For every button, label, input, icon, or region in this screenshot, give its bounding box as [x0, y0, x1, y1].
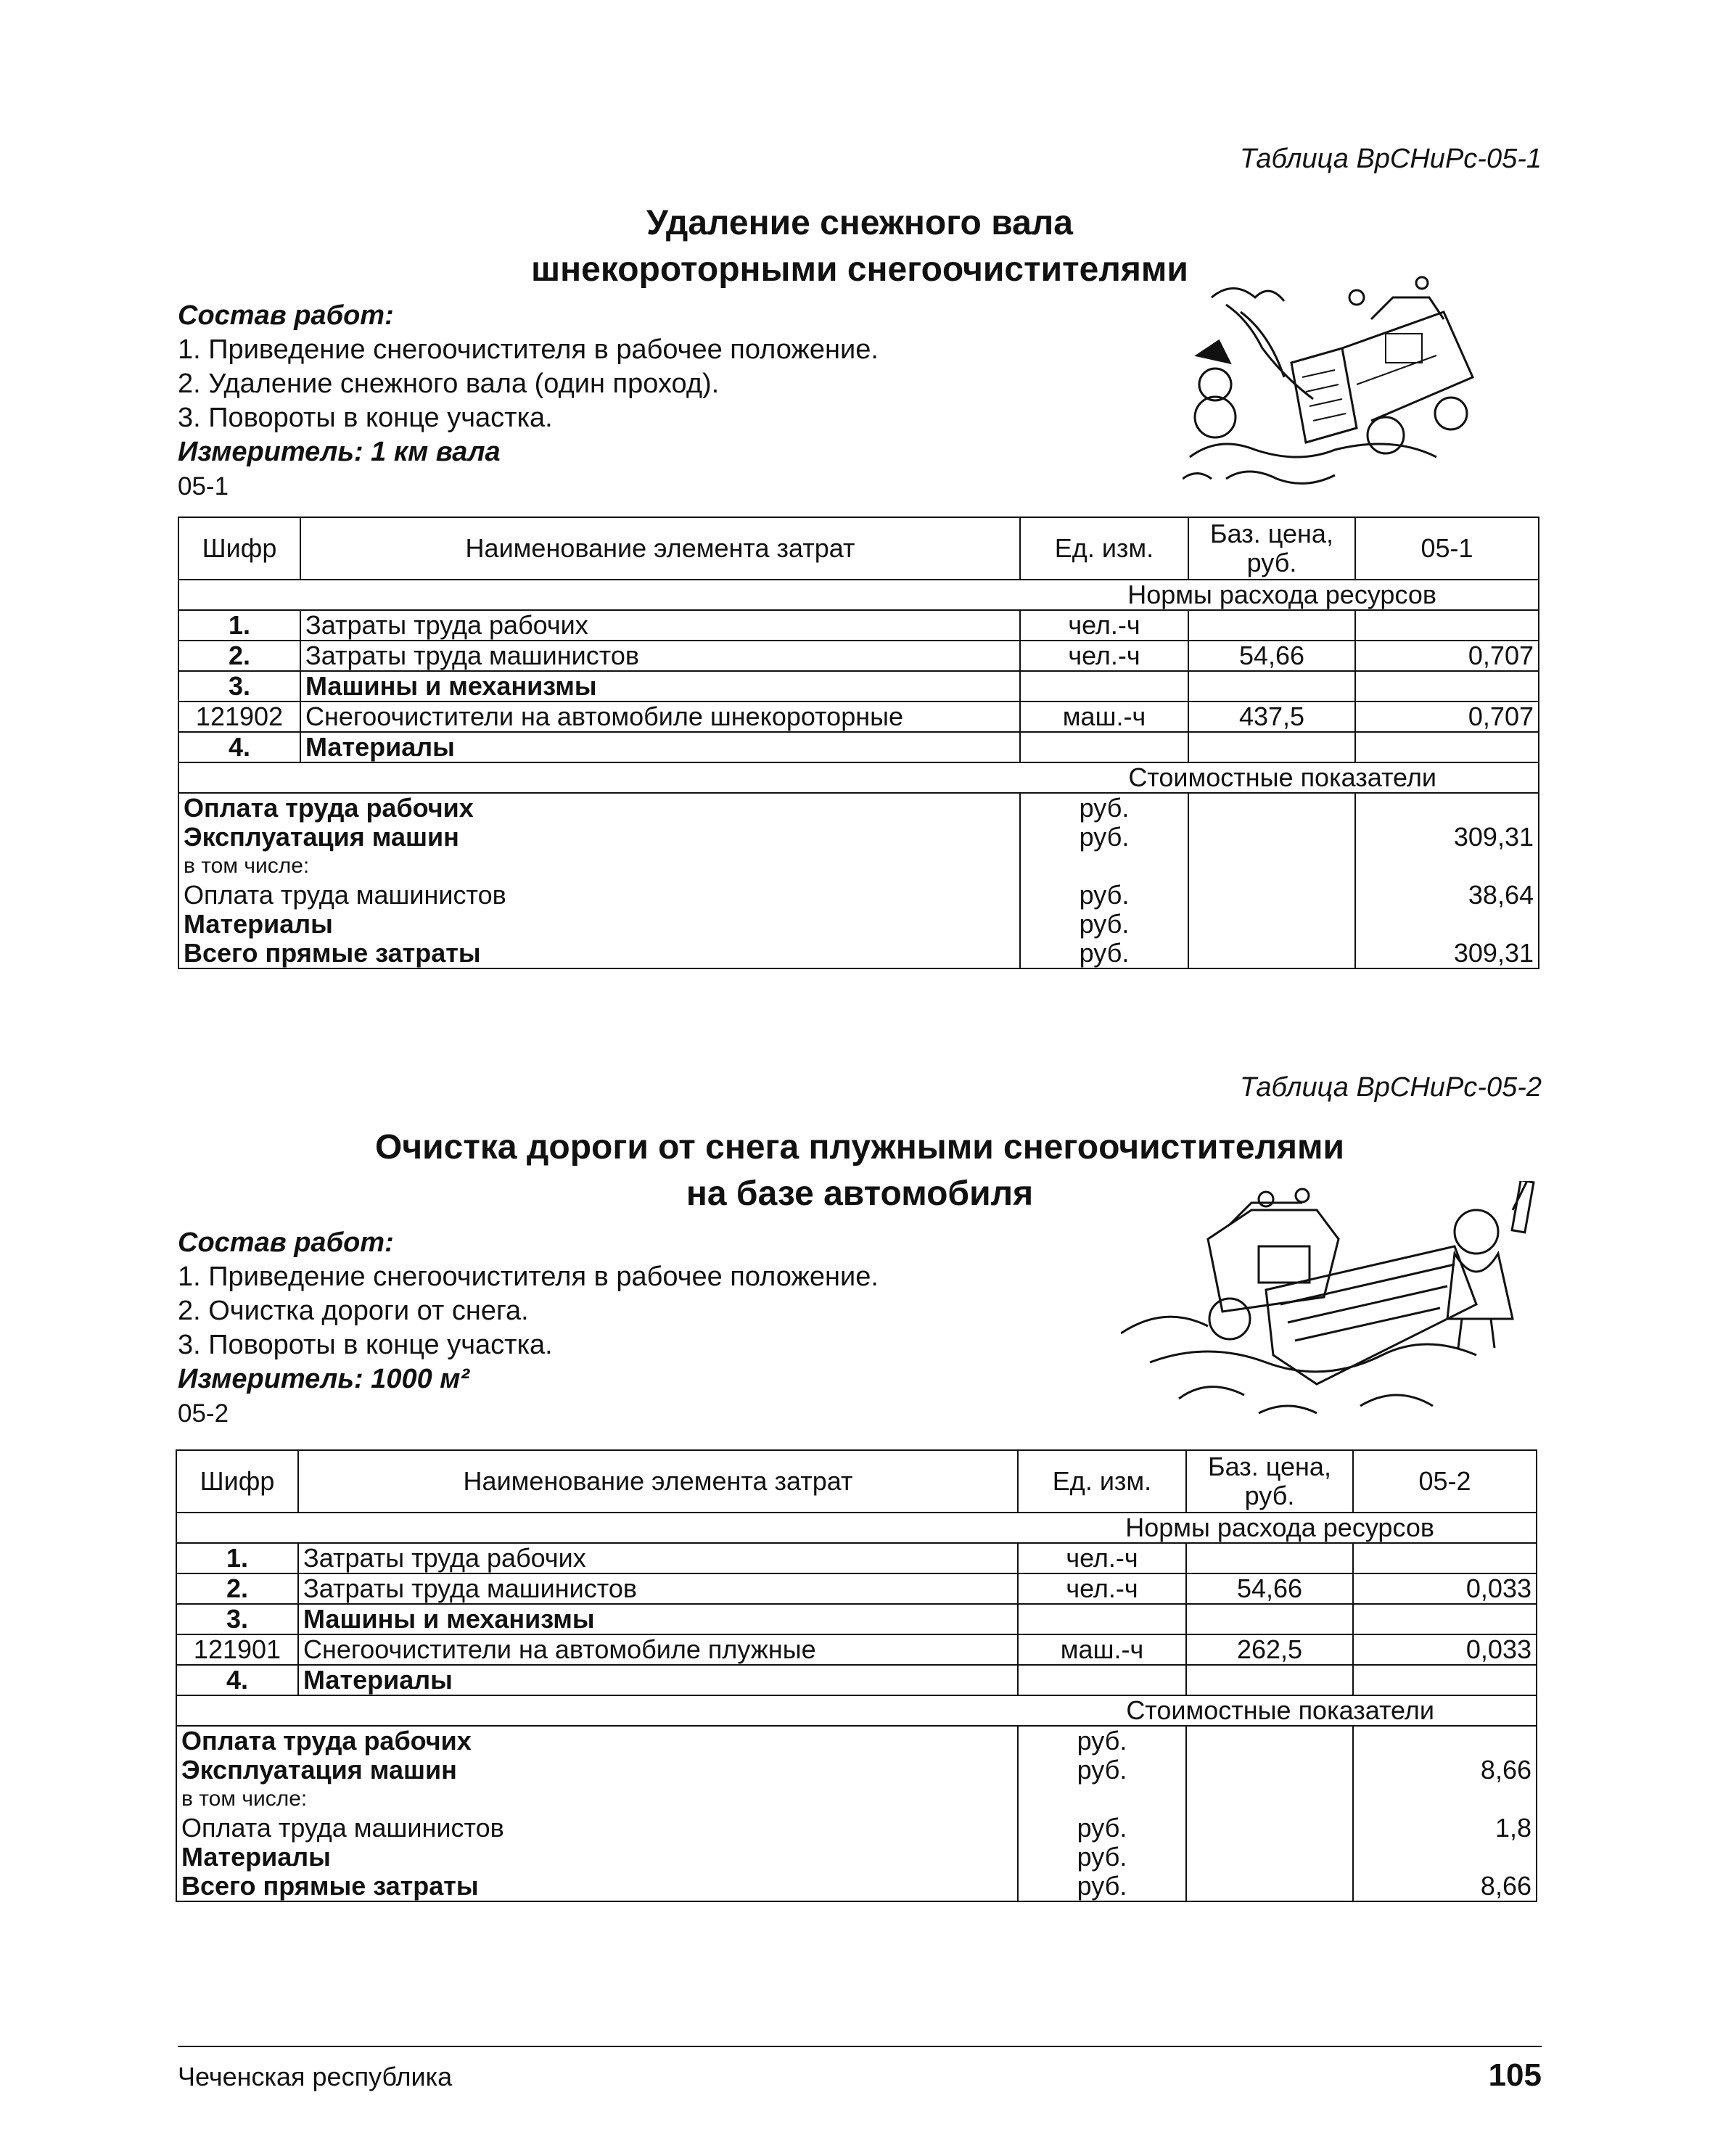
header-code: Шифр — [176, 1450, 298, 1513]
cost-value — [1353, 1726, 1537, 1756]
row-name: Затраты труда машинистов — [300, 641, 1020, 671]
header-code: Шифр — [178, 517, 300, 580]
cost-unit: руб. — [1020, 939, 1188, 968]
cost-price — [1188, 852, 1355, 881]
cost-price — [1188, 910, 1355, 939]
header-price: Баз. цена, руб. — [1188, 517, 1355, 580]
cost-value: 38,64 — [1355, 881, 1539, 910]
table-row — [176, 1543, 1537, 1573]
footer-region: Чеченская республика — [178, 2062, 453, 2091]
row-value: 0,033 — [1353, 1573, 1537, 1604]
cost-row — [178, 910, 1539, 939]
measure-unit: Измеритель: 1000 м² — [178, 1364, 470, 1394]
row-unit: маш.-ч — [1020, 701, 1188, 732]
cost-unit: руб. — [1020, 823, 1188, 852]
cost-value — [1353, 1843, 1537, 1872]
cost-name: Оплата труда рабочих — [176, 1726, 1018, 1756]
row-price — [1186, 1665, 1353, 1695]
row-code: 3. — [176, 1604, 298, 1634]
blade-snowplow-illustration — [1121, 1181, 1549, 1428]
row-unit: чел.-ч — [1020, 641, 1188, 671]
row-name: Материалы — [300, 732, 1020, 762]
row-code: 3. — [178, 671, 300, 701]
row-name: Снегоочистители на автомобиле плужные — [298, 1634, 1018, 1665]
header-value: 05-2 — [1353, 1450, 1537, 1513]
cost-name: Оплата труда рабочих — [178, 793, 1020, 823]
measure-unit: Измеритель: 1 км вала — [178, 437, 501, 467]
row-price — [1186, 1604, 1353, 1634]
cost-name: Всего прямые затраты — [176, 1872, 1018, 1901]
rotary-snowplow-illustration — [1183, 276, 1487, 493]
cost-price — [1188, 793, 1355, 823]
row-unit — [1020, 732, 1188, 762]
cost-name: Эксплуатация машин — [176, 1756, 1018, 1785]
header-unit: Ед. изм. — [1018, 1450, 1186, 1513]
table-reference: Таблица ВрСНиРс-05-2 — [1239, 1072, 1542, 1103]
header-value: 05-1 — [1355, 517, 1539, 580]
row-code: 121901 — [176, 1634, 298, 1665]
row-price — [1188, 732, 1355, 762]
table-row — [176, 1665, 1537, 1695]
table-row — [176, 1604, 1537, 1634]
cost-value — [1355, 910, 1539, 939]
row-value — [1353, 1604, 1537, 1634]
cost-price — [1186, 1872, 1353, 1901]
table-section-05-2 — [178, 1072, 1542, 1914]
row-unit — [1018, 1665, 1186, 1695]
header-price: Баз. цена, руб. — [1186, 1450, 1353, 1513]
row-code: 121902 — [178, 701, 300, 732]
work-item: 2. Удаление снежного вала (один проход). — [178, 369, 720, 399]
cost-name: в том числе: — [178, 852, 1020, 881]
cost-name: Всего прямые затраты — [178, 939, 1020, 968]
row-value — [1355, 732, 1539, 762]
cost-table — [178, 517, 1539, 969]
cost-row — [178, 881, 1539, 910]
row-code: 4. — [178, 732, 300, 762]
cost-name: Материалы — [178, 910, 1020, 939]
cost-name: Эксплуатация машин — [178, 823, 1020, 852]
row-price — [1188, 671, 1355, 701]
row-code: 4. — [176, 1665, 298, 1695]
row-price: 262,5 — [1186, 1634, 1353, 1665]
cost-row — [176, 1756, 1537, 1785]
table-row — [178, 641, 1539, 671]
cost-value — [1355, 793, 1539, 823]
cost-unit: руб. — [1018, 1814, 1186, 1843]
norm-code: 05-1 — [178, 472, 229, 501]
cost-unit: руб. — [1020, 793, 1188, 823]
header-name: Наименование элемента затрат — [298, 1450, 1018, 1513]
cost-price — [1188, 823, 1355, 852]
work-item: 1. Приведение снегоочистителя в рабочее положение. — [178, 334, 879, 365]
cost-price — [1186, 1726, 1353, 1756]
cost-unit: руб. — [1018, 1843, 1186, 1872]
cost-price — [1186, 1756, 1353, 1785]
cost-name: Оплата труда машинистов — [178, 881, 1020, 910]
row-code: 2. — [178, 641, 300, 671]
cost-price — [1188, 881, 1355, 910]
cost-name: Материалы — [176, 1843, 1018, 1872]
header-name: Наименование элемента затрат — [300, 517, 1020, 580]
row-price: 54,66 — [1186, 1573, 1353, 1604]
row-name: Машины и механизмы — [298, 1604, 1018, 1634]
table-reference: Таблица ВрСНиРс-05-1 — [1239, 144, 1542, 174]
cost-label: Стоимостные показатели — [178, 762, 1539, 793]
row-unit: чел.-ч — [1020, 610, 1188, 641]
row-value — [1355, 610, 1539, 641]
cost-row — [178, 939, 1539, 968]
row-value — [1355, 671, 1539, 701]
row-value — [1353, 1543, 1537, 1573]
cost-unit — [1020, 852, 1188, 881]
work-composition — [178, 299, 879, 503]
row-price — [1188, 610, 1355, 641]
work-composition — [178, 1226, 879, 1431]
row-value — [1353, 1665, 1537, 1695]
row-price — [1186, 1543, 1353, 1573]
cost-price — [1188, 939, 1355, 968]
row-name: Затраты труда рабочих — [300, 610, 1020, 641]
cost-unit: руб. — [1018, 1726, 1186, 1756]
cost-value — [1355, 852, 1539, 881]
row-unit — [1018, 1604, 1186, 1634]
table-row — [176, 1573, 1537, 1604]
cost-unit: руб. — [1020, 910, 1188, 939]
cost-row — [176, 1785, 1537, 1814]
row-name: Машины и механизмы — [300, 671, 1020, 701]
cost-row — [178, 793, 1539, 823]
row-name: Затраты труда рабочих — [298, 1543, 1018, 1573]
cost-value — [1353, 1785, 1537, 1814]
cost-unit: руб. — [1018, 1756, 1186, 1785]
table-row — [178, 610, 1539, 641]
row-code: 1. — [178, 610, 300, 641]
cost-value: 309,31 — [1355, 823, 1539, 852]
cost-price — [1186, 1843, 1353, 1872]
row-price: 54,66 — [1188, 641, 1355, 671]
page-footer — [178, 2046, 1542, 2093]
row-value: 0,033 — [1353, 1634, 1537, 1665]
header-unit: Ед. изм. — [1020, 517, 1188, 580]
row-unit: маш.-ч — [1018, 1634, 1186, 1665]
work-item: 3. Повороты в конце участка. — [178, 403, 553, 433]
cost-value: 8,66 — [1353, 1872, 1537, 1901]
row-unit: чел.-ч — [1018, 1573, 1186, 1604]
cost-row — [178, 852, 1539, 881]
cost-row — [178, 823, 1539, 852]
cost-value: 309,31 — [1355, 939, 1539, 968]
row-name: Затраты труда машинистов — [298, 1573, 1018, 1604]
cost-label: Стоимостные показатели — [176, 1695, 1537, 1726]
page-number: 105 — [1488, 2057, 1542, 2093]
title-line: на базе автомобиля — [686, 1174, 1034, 1213]
work-item: 1. Приведение снегоочистителя в рабочее положение. — [178, 1262, 879, 1292]
cost-unit: руб. — [1020, 881, 1188, 910]
norms-label: Нормы расхода ресурсов — [176, 1513, 1537, 1543]
cost-row — [176, 1726, 1537, 1756]
norm-code: 05-2 — [178, 1399, 229, 1428]
row-name: Снегоочистители на автомобиле шнекороторные — [300, 701, 1020, 732]
work-label: Состав работ: — [178, 300, 394, 331]
cost-price — [1186, 1785, 1353, 1814]
table-row — [178, 732, 1539, 762]
table-row — [178, 701, 1539, 732]
cost-value: 1,8 — [1353, 1814, 1537, 1843]
title-line: Очистка дороги от снега плужными снегоочистителями — [374, 1128, 1345, 1167]
row-name: Материалы — [298, 1665, 1018, 1695]
cost-price — [1186, 1814, 1353, 1843]
work-item: 3. Повороты в конце участка. — [178, 1330, 553, 1360]
row-unit: чел.-ч — [1018, 1543, 1186, 1573]
cost-name: в том числе: — [176, 1785, 1018, 1814]
title-line: Удаление снежного вала — [646, 204, 1073, 242]
cost-value: 8,66 — [1353, 1756, 1537, 1785]
norms-label: Нормы расхода ресурсов — [178, 580, 1539, 610]
row-value: 0,707 — [1355, 701, 1539, 732]
row-price: 437,5 — [1188, 701, 1355, 732]
cost-table — [176, 1449, 1537, 1902]
work-item: 2. Очистка дороги от снега. — [178, 1296, 529, 1326]
work-label: Состав работ: — [178, 1227, 394, 1258]
row-value: 0,707 — [1355, 641, 1539, 671]
cost-row — [176, 1843, 1537, 1872]
table-row — [176, 1634, 1537, 1665]
row-code: 2. — [176, 1573, 298, 1604]
cost-row — [176, 1814, 1537, 1843]
title-line: шнекороторными снегоочистителями — [531, 250, 1188, 289]
cost-name: Оплата труда машинистов — [176, 1814, 1018, 1843]
cost-unit: руб. — [1018, 1872, 1186, 1901]
row-unit — [1020, 671, 1188, 701]
cost-unit — [1018, 1785, 1186, 1814]
row-code: 1. — [176, 1543, 298, 1573]
cost-row — [176, 1872, 1537, 1901]
table-section-05-1 — [178, 138, 1542, 987]
table-row — [178, 671, 1539, 701]
